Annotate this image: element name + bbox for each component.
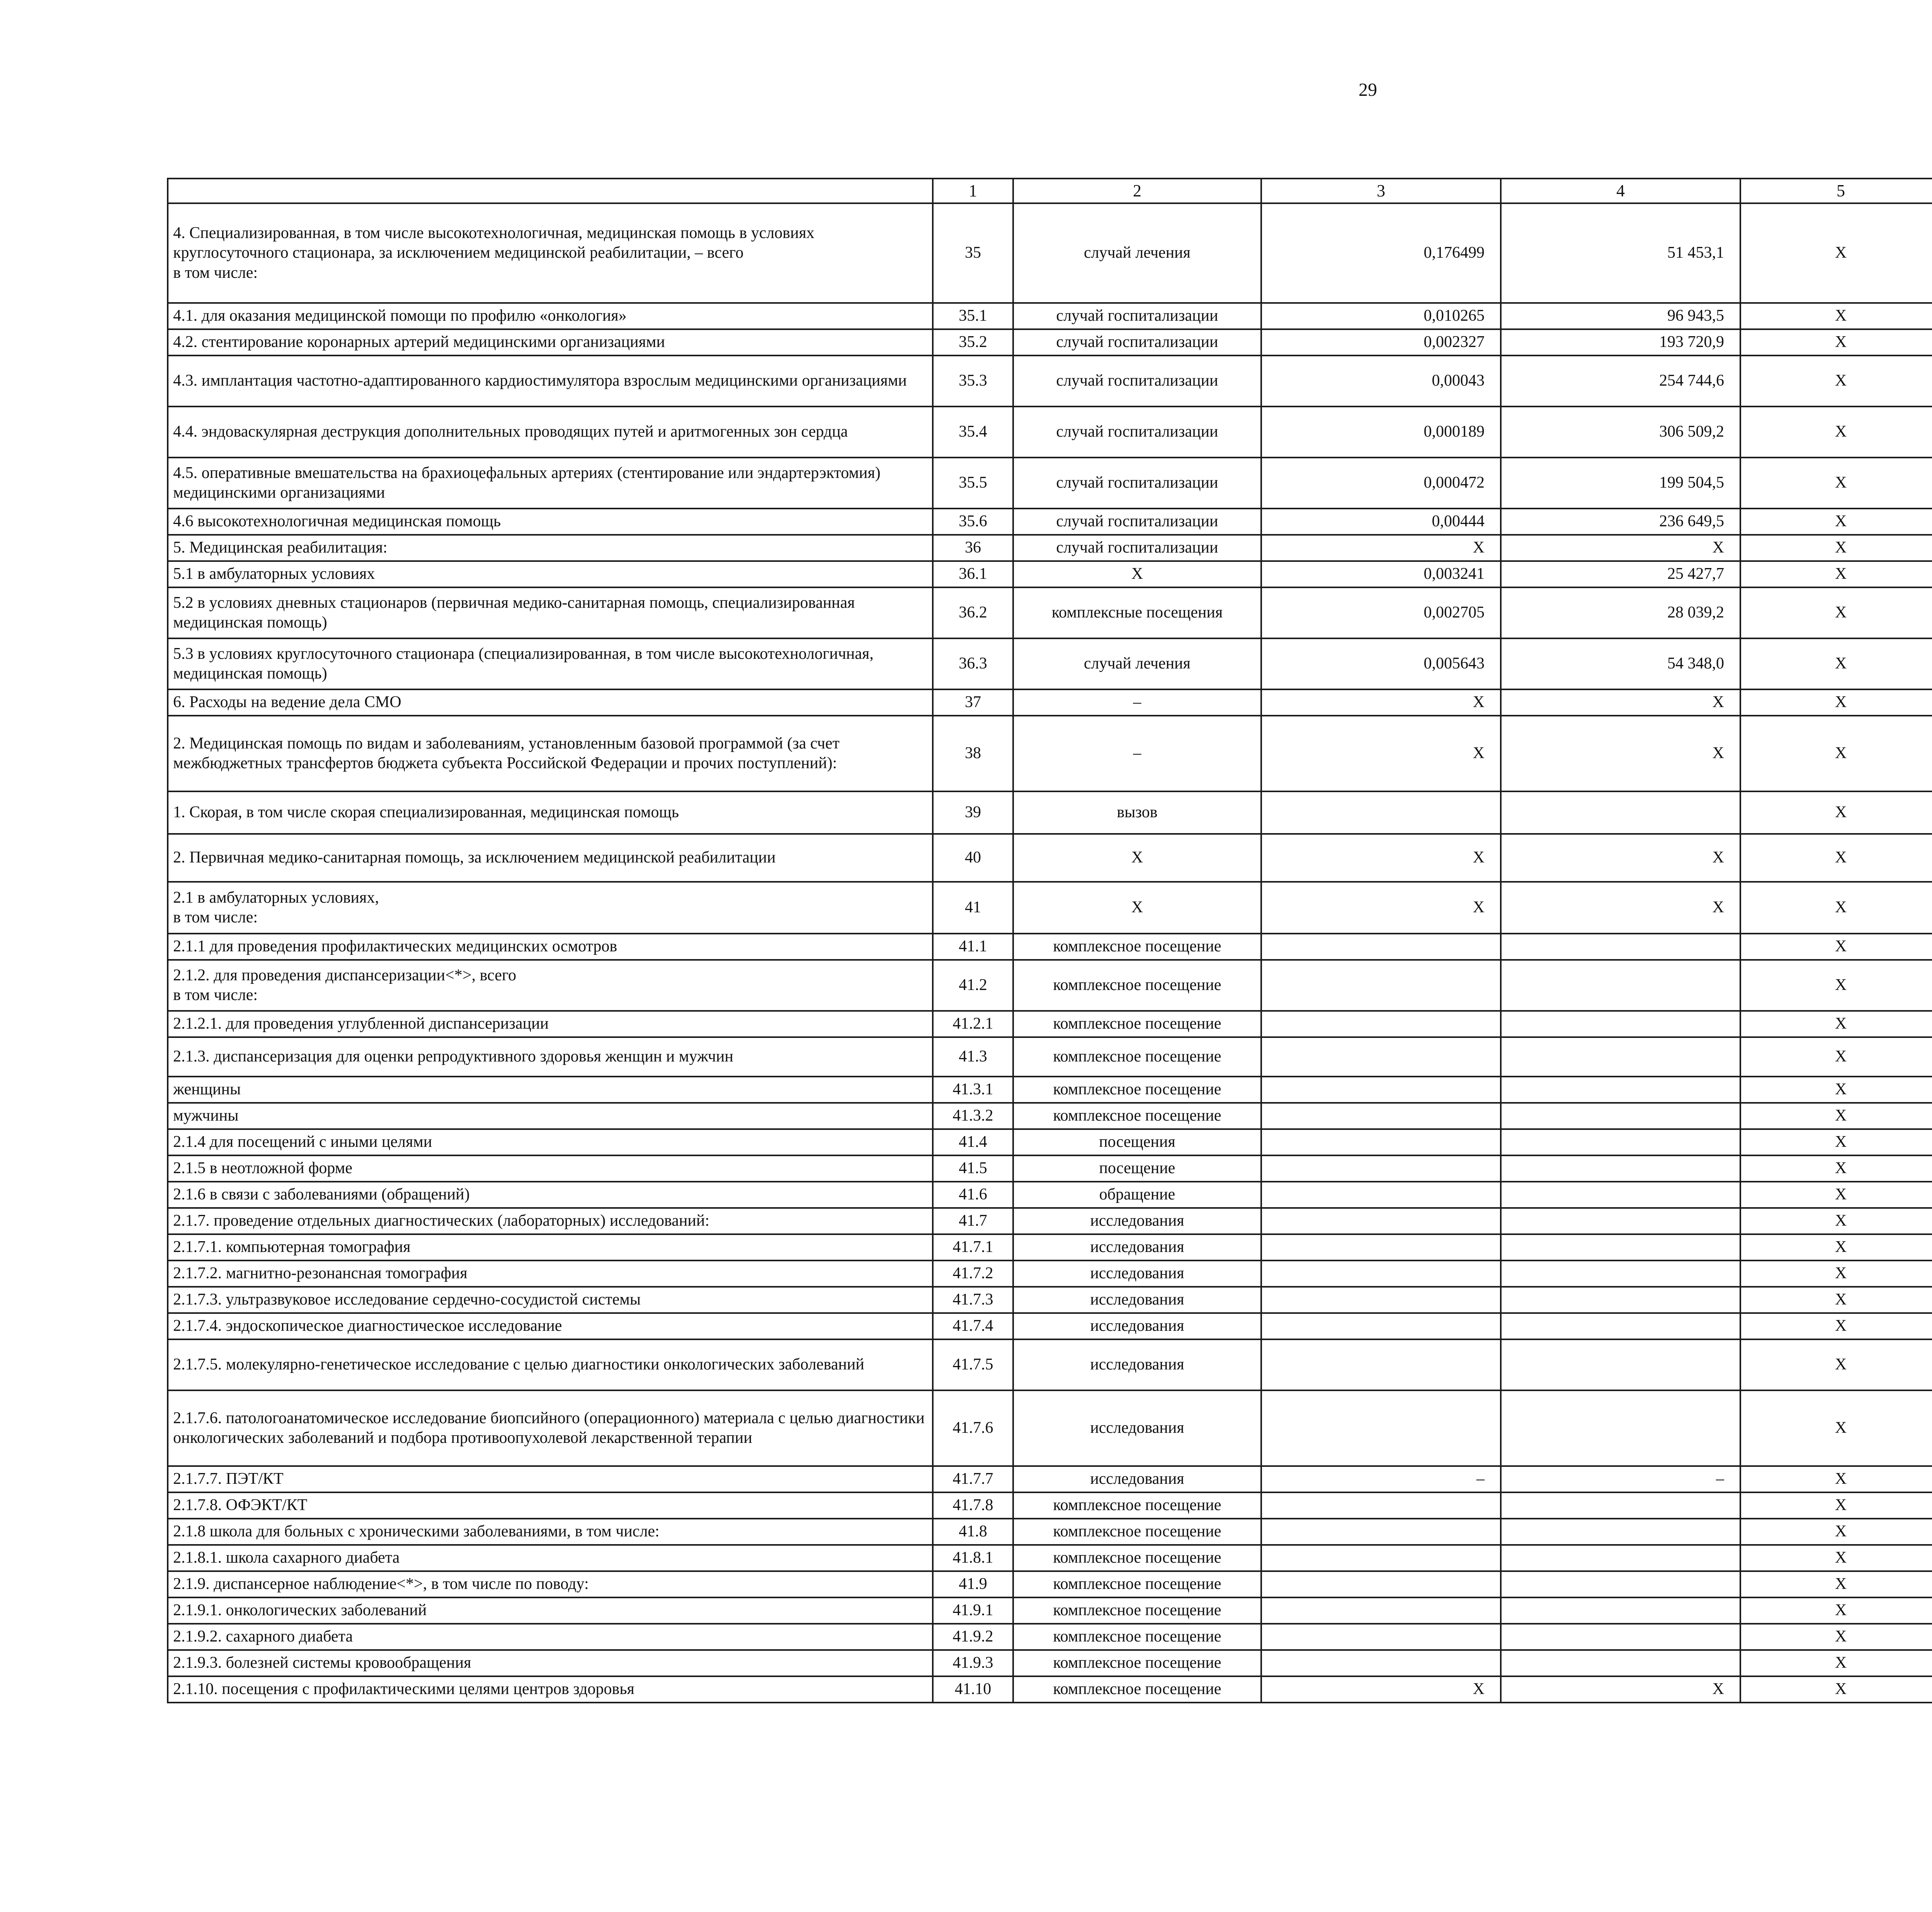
row-name-cell: 5.3 в условиях круглосуточного стационара (специализированная, в том числе высокотехнологичная, медицинская помощь) bbox=[168, 638, 933, 689]
table-row bbox=[168, 1624, 1932, 1650]
header-cell: 3 bbox=[1261, 179, 1501, 203]
table-row bbox=[168, 587, 1932, 638]
table-cell: 38 bbox=[933, 716, 1013, 791]
table-row bbox=[168, 1676, 1932, 1703]
table-cell: комплексное посещение bbox=[1013, 1545, 1261, 1571]
table-row bbox=[168, 960, 1932, 1011]
table-cell: 41.10 bbox=[933, 1676, 1013, 1703]
table-cell: 36 bbox=[933, 535, 1013, 561]
table-cell: 41 bbox=[933, 882, 1013, 934]
table-cell: обращение bbox=[1013, 1182, 1261, 1208]
table-cell bbox=[1501, 1339, 1740, 1390]
table-cell: комплексное посещение bbox=[1013, 960, 1261, 1011]
row-name-cell: 5. Медицинская реабилитация: bbox=[168, 535, 933, 561]
table-cell: 193 720,9 bbox=[1501, 329, 1740, 356]
table-cell bbox=[1501, 1077, 1740, 1103]
table-cell bbox=[1501, 1545, 1740, 1571]
row-name-cell: 2.1.7.2. магнитно-резонансная томография bbox=[168, 1260, 933, 1287]
data-table bbox=[167, 178, 1932, 1703]
table-cell: 254 744,6 bbox=[1501, 356, 1740, 407]
table-cell: 41.7.4 bbox=[933, 1313, 1013, 1339]
table-cell: – bbox=[1013, 716, 1261, 791]
table-cell: 35.2 bbox=[933, 329, 1013, 356]
table-cell: исследования bbox=[1013, 1234, 1261, 1260]
table-cell: 41.9.2 bbox=[933, 1624, 1013, 1650]
table-cell bbox=[1261, 1182, 1501, 1208]
table-row bbox=[168, 1313, 1932, 1339]
row-name-cell: 1. Скорая, в том числе скорая специализированная, медицинская помощь bbox=[168, 791, 933, 834]
table-cell bbox=[1501, 791, 1740, 834]
table-cell bbox=[1501, 1037, 1740, 1077]
table-row bbox=[168, 689, 1932, 716]
table-cell: Х bbox=[1740, 329, 1932, 356]
table-cell: 28 039,2 bbox=[1501, 587, 1740, 638]
table-cell: исследования bbox=[1013, 1339, 1261, 1390]
table-cell: комплексное посещение bbox=[1013, 1650, 1261, 1676]
table-cell: комплексное посещение bbox=[1013, 1676, 1261, 1703]
table-row bbox=[168, 1011, 1932, 1037]
table-cell: комплексное посещение bbox=[1013, 1597, 1261, 1624]
table-row bbox=[168, 1234, 1932, 1260]
table-cell: Х bbox=[1740, 1492, 1932, 1519]
table-cell bbox=[1261, 1492, 1501, 1519]
table-cell: 41.4 bbox=[933, 1129, 1013, 1155]
table-cell: Х bbox=[1261, 689, 1501, 716]
table-cell: Х bbox=[1740, 1650, 1932, 1676]
row-name-cell: 2.1.1 для проведения профилактических медицинских осмотров bbox=[168, 934, 933, 960]
table-cell: случай госпитализации bbox=[1013, 535, 1261, 561]
header-cell bbox=[168, 179, 933, 203]
table-cell bbox=[1261, 1390, 1501, 1466]
row-name-cell: 2. Медицинская помощь по видам и заболеваниям, установленным базовой программой (за счет межбюджетных трансфертов бюджета субъекта Российской Федерации и прочих поступлений): bbox=[168, 716, 933, 791]
table-cell bbox=[1261, 1597, 1501, 1624]
table-cell: 0,000472 bbox=[1261, 458, 1501, 509]
table-cell: 306 509,2 bbox=[1501, 407, 1740, 458]
table-row bbox=[168, 329, 1932, 356]
table-cell: 40 bbox=[933, 834, 1013, 882]
table-row bbox=[168, 1287, 1932, 1313]
table-row bbox=[168, 1103, 1932, 1129]
table-cell: Х bbox=[1740, 1011, 1932, 1037]
table-cell: Х bbox=[1740, 1208, 1932, 1234]
row-name-cell: женщины bbox=[168, 1077, 933, 1103]
table-cell bbox=[1501, 1234, 1740, 1260]
table-cell: Х bbox=[1740, 689, 1932, 716]
row-name-cell: мужчины bbox=[168, 1103, 933, 1129]
table-cell: Х bbox=[1740, 1597, 1932, 1624]
table-cell: 35.3 bbox=[933, 356, 1013, 407]
table-cell: комплексное посещение bbox=[1013, 1492, 1261, 1519]
table-cell: 35.5 bbox=[933, 458, 1013, 509]
table-cell: Х bbox=[1740, 407, 1932, 458]
row-name-cell: 4.2. стентирование коронарных артерий медицинскими организациями bbox=[168, 329, 933, 356]
row-name-cell: 2.1.8 школа для больных с хроническими заболеваниями, в том числе: bbox=[168, 1519, 933, 1545]
table-cell bbox=[1501, 1390, 1740, 1466]
row-name-cell: 2.1.7.1. компьютерная томография bbox=[168, 1234, 933, 1260]
table-cell: Х bbox=[1740, 1466, 1932, 1492]
table-cell: 0,003241 bbox=[1261, 561, 1501, 587]
table-cell bbox=[1501, 1650, 1740, 1676]
table-cell: 41.7.3 bbox=[933, 1287, 1013, 1313]
table-cell: исследования bbox=[1013, 1313, 1261, 1339]
table-cell: 35.1 bbox=[933, 303, 1013, 329]
table-cell: Х bbox=[1013, 834, 1261, 882]
table-cell: 0,002327 bbox=[1261, 329, 1501, 356]
table-cell bbox=[1261, 1650, 1501, 1676]
table-cell: Х bbox=[1740, 934, 1932, 960]
table-cell: Х bbox=[1740, 834, 1932, 882]
table-row bbox=[168, 716, 1932, 791]
table-cell bbox=[1261, 1624, 1501, 1650]
table-cell: Х bbox=[1740, 882, 1932, 934]
table-cell: Х bbox=[1501, 689, 1740, 716]
table-cell: Х bbox=[1740, 356, 1932, 407]
table-cell: Х bbox=[1740, 303, 1932, 329]
table-cell: 41.7.1 bbox=[933, 1234, 1013, 1260]
row-name-cell: 4.5. оперативные вмешательства на брахиоцефальных артериях (стентирование или эндартерэктомия) медицинскими организациями bbox=[168, 458, 933, 509]
table-row bbox=[168, 1077, 1932, 1103]
table-cell: Х bbox=[1740, 1624, 1932, 1650]
table-cell bbox=[1261, 1287, 1501, 1313]
row-name-cell: 2.1.9.3. болезней системы кровообращения bbox=[168, 1650, 933, 1676]
table-cell bbox=[1501, 1313, 1740, 1339]
table-cell: Х bbox=[1740, 1545, 1932, 1571]
table-cell: случай госпитализации bbox=[1013, 303, 1261, 329]
table-cell: 41.8 bbox=[933, 1519, 1013, 1545]
table-cell bbox=[1501, 1011, 1740, 1037]
table-cell: 36.2 bbox=[933, 587, 1013, 638]
table-cell: – bbox=[1261, 1466, 1501, 1492]
table-cell bbox=[1501, 1208, 1740, 1234]
header-cell: 4 bbox=[1501, 179, 1740, 203]
table-cell: Х bbox=[1740, 458, 1932, 509]
table-row bbox=[168, 1037, 1932, 1077]
table-cell: 51 453,1 bbox=[1501, 203, 1740, 303]
table-cell: 41.2.1 bbox=[933, 1011, 1013, 1037]
table-cell: Х bbox=[1740, 791, 1932, 834]
table-cell: комплексное посещение bbox=[1013, 1077, 1261, 1103]
table-cell bbox=[1261, 1260, 1501, 1287]
table-cell: исследования bbox=[1013, 1208, 1261, 1234]
table-cell: 0,010265 bbox=[1261, 303, 1501, 329]
row-name-cell: 2.1.7.5. молекулярно-генетическое исследование с целью диагностики онкологических заболеваний bbox=[168, 1339, 933, 1390]
table-cell: Х bbox=[1740, 1519, 1932, 1545]
table-row bbox=[168, 407, 1932, 458]
table-cell: – bbox=[1501, 1466, 1740, 1492]
table-cell: 41.3.2 bbox=[933, 1103, 1013, 1129]
table-cell: 199 504,5 bbox=[1501, 458, 1740, 509]
row-name-cell: 2.1.5 в неотложной форме bbox=[168, 1155, 933, 1182]
table-cell: Х bbox=[1261, 882, 1501, 934]
table-cell: Х bbox=[1740, 1234, 1932, 1260]
table-cell: Х bbox=[1501, 882, 1740, 934]
table-cell: посещение bbox=[1013, 1155, 1261, 1182]
table-cell: 41.7.6 bbox=[933, 1390, 1013, 1466]
table-cell bbox=[1501, 1571, 1740, 1597]
table-cell bbox=[1261, 791, 1501, 834]
table-cell: Х bbox=[1261, 535, 1501, 561]
table-cell bbox=[1261, 960, 1501, 1011]
table-cell: Х bbox=[1740, 1037, 1932, 1077]
table-cell bbox=[1501, 1287, 1740, 1313]
table-cell: 36.3 bbox=[933, 638, 1013, 689]
table-cell: Х bbox=[1013, 882, 1261, 934]
table-cell: Х bbox=[1261, 1676, 1501, 1703]
table-cell bbox=[1261, 1011, 1501, 1037]
table-cell: комплексное посещение bbox=[1013, 1571, 1261, 1597]
row-name-cell: 2.1.10. посещения с профилактическими целями центров здоровья bbox=[168, 1676, 933, 1703]
table-cell: Х bbox=[1740, 1339, 1932, 1390]
table-cell: 41.9.3 bbox=[933, 1650, 1013, 1676]
table-cell: случай госпитализации bbox=[1013, 509, 1261, 535]
table-cell: Х bbox=[1501, 1676, 1740, 1703]
table-cell: Х bbox=[1740, 1260, 1932, 1287]
table-cell bbox=[1261, 1129, 1501, 1155]
table-cell: 54 348,0 bbox=[1501, 638, 1740, 689]
table-cell bbox=[1261, 1234, 1501, 1260]
table-cell: исследования bbox=[1013, 1287, 1261, 1313]
table-cell: исследования bbox=[1013, 1390, 1261, 1466]
table-cell: 37 bbox=[933, 689, 1013, 716]
table-cell: Х bbox=[1740, 203, 1932, 303]
table-row bbox=[168, 638, 1932, 689]
table-cell: Х bbox=[1501, 535, 1740, 561]
table-cell bbox=[1261, 1077, 1501, 1103]
row-name-cell: 2. Первичная медико-санитарная помощь, за исключением медицинской реабилитации bbox=[168, 834, 933, 882]
table-row bbox=[168, 1155, 1932, 1182]
table-row bbox=[168, 1339, 1932, 1390]
table-cell bbox=[1501, 1155, 1740, 1182]
table-cell: случай госпитализации bbox=[1013, 356, 1261, 407]
table-cell bbox=[1261, 1208, 1501, 1234]
header-cell: 5 bbox=[1740, 179, 1932, 203]
table-cell: 41.7.5 bbox=[933, 1339, 1013, 1390]
row-name-cell: 2.1.3. диспансеризация для оценки репродуктивного здоровья женщин и мужчин bbox=[168, 1037, 933, 1077]
row-name-cell: 2.1.2.1. для проведения углубленной диспансеризации bbox=[168, 1011, 933, 1037]
row-name-cell: 2.1.4 для посещений с иными целями bbox=[168, 1129, 933, 1155]
table-cell: 0,005643 bbox=[1261, 638, 1501, 689]
table-cell: 25 427,7 bbox=[1501, 561, 1740, 587]
table-row bbox=[168, 1182, 1932, 1208]
row-name-cell: 2.1.2. для проведения диспансеризации<*>, всего в том числе: bbox=[168, 960, 933, 1011]
table-cell: 0,00444 bbox=[1261, 509, 1501, 535]
row-name-cell: 2.1.7.4. эндоскопическое диагностическое исследование bbox=[168, 1313, 933, 1339]
table-cell: комплексное посещение bbox=[1013, 1011, 1261, 1037]
table-cell bbox=[1501, 1103, 1740, 1129]
table-cell: Х bbox=[1740, 1390, 1932, 1466]
row-name-cell: 2.1.7.8. ОФЭКТ/КТ bbox=[168, 1492, 933, 1519]
table-cell: случай госпитализации bbox=[1013, 329, 1261, 356]
row-name-cell: 2.1.8.1. школа сахарного диабета bbox=[168, 1545, 933, 1571]
table-cell: Х bbox=[1740, 1571, 1932, 1597]
table-cell: комплексное посещение bbox=[1013, 934, 1261, 960]
table-cell bbox=[1501, 960, 1740, 1011]
table-cell bbox=[1501, 1129, 1740, 1155]
table-row bbox=[168, 882, 1932, 934]
table-cell: 236 649,5 bbox=[1501, 509, 1740, 535]
table-cell: 0,00043 bbox=[1261, 356, 1501, 407]
table-row bbox=[168, 303, 1932, 329]
table-row bbox=[168, 1597, 1932, 1624]
table-cell: исследования bbox=[1013, 1466, 1261, 1492]
row-name-cell: 2.1 в амбулаторных условиях, в том числе: bbox=[168, 882, 933, 934]
table-cell: Х bbox=[1740, 587, 1932, 638]
row-name-cell: 5.1 в амбулаторных условиях bbox=[168, 561, 933, 587]
table-cell: 41.7 bbox=[933, 1208, 1013, 1234]
table-row bbox=[168, 1390, 1932, 1466]
table-row bbox=[168, 561, 1932, 587]
row-name-cell: 2.1.6 в связи с заболеваниями (обращений) bbox=[168, 1182, 933, 1208]
row-name-cell: 4.4. эндоваскулярная деструкция дополнительных проводящих путей и аритмогенных зон сердца bbox=[168, 407, 933, 458]
table-cell: комплексное посещение bbox=[1013, 1624, 1261, 1650]
table-cell: 41.7.8 bbox=[933, 1492, 1013, 1519]
row-name-cell: 2.1.7.3. ультразвуковое исследование сердечно-сосудистой системы bbox=[168, 1287, 933, 1313]
table-cell: Х bbox=[1740, 1313, 1932, 1339]
table-cell bbox=[1501, 1182, 1740, 1208]
table-cell: 0,000189 bbox=[1261, 407, 1501, 458]
table-cell: Х bbox=[1501, 834, 1740, 882]
table-cell: Х bbox=[1740, 1182, 1932, 1208]
table-cell: посещения bbox=[1013, 1129, 1261, 1155]
table-row bbox=[168, 1571, 1932, 1597]
table-cell: Х bbox=[1740, 638, 1932, 689]
table-cell: 41.9 bbox=[933, 1571, 1013, 1597]
table-row bbox=[168, 1208, 1932, 1234]
table-cell: вызов bbox=[1013, 791, 1261, 834]
table-cell bbox=[1261, 1571, 1501, 1597]
table-row bbox=[168, 791, 1932, 834]
table-cell: 36.1 bbox=[933, 561, 1013, 587]
table-cell: Х bbox=[1740, 960, 1932, 1011]
row-name-cell: 4.3. имплантация частотно-адаптированного кардиостимулятора взрослым медицинскими организациями bbox=[168, 356, 933, 407]
row-name-cell: 2.1.7. проведение отдельных диагностических (лабораторных) исследований: bbox=[168, 1208, 933, 1234]
table-cell: комплексное посещение bbox=[1013, 1037, 1261, 1077]
table-cell bbox=[1261, 1339, 1501, 1390]
table-cell bbox=[1261, 1545, 1501, 1571]
table-cell: Х bbox=[1740, 1676, 1932, 1703]
table-cell: Х bbox=[1740, 1077, 1932, 1103]
row-name-cell: 2.1.9.1. онкологических заболеваний bbox=[168, 1597, 933, 1624]
table-cell: Х bbox=[1740, 1287, 1932, 1313]
row-name-cell: 6. Расходы на ведение дела СМО bbox=[168, 689, 933, 716]
table-cell: 41.8.1 bbox=[933, 1545, 1013, 1571]
table-cell: 41.2 bbox=[933, 960, 1013, 1011]
row-name-cell: 4. Специализированная, в том числе высокотехнологичная, медицинская помощь в условиях круглосуточного стационара, за исключением медицинской реабилитации, – всего в том числе: bbox=[168, 203, 933, 303]
table-row bbox=[168, 1129, 1932, 1155]
header-cell: 1 bbox=[933, 179, 1013, 203]
header-cell: 2 bbox=[1013, 179, 1261, 203]
table-row bbox=[168, 1545, 1932, 1571]
table-row bbox=[168, 834, 1932, 882]
row-name-cell: 2.1.9. диспансерное наблюдение<*>, в том числе по поводу: bbox=[168, 1571, 933, 1597]
table-cell: 0,002705 bbox=[1261, 587, 1501, 638]
table-cell: 41.7.7 bbox=[933, 1466, 1013, 1492]
table-cell: Х bbox=[1740, 1103, 1932, 1129]
table-cell bbox=[1501, 1492, 1740, 1519]
row-name-cell: 4.6 высокотехнологичная медицинская помощь bbox=[168, 509, 933, 535]
row-name-cell: 2.1.7.7. ПЭТ/КТ bbox=[168, 1466, 933, 1492]
table-cell bbox=[1501, 1624, 1740, 1650]
table-cell bbox=[1261, 934, 1501, 960]
table-row bbox=[168, 535, 1932, 561]
table-cell: 35.6 bbox=[933, 509, 1013, 535]
table-cell: 41.3 bbox=[933, 1037, 1013, 1077]
table-cell: Х bbox=[1740, 1129, 1932, 1155]
table-cell bbox=[1501, 1597, 1740, 1624]
table-cell bbox=[1261, 1037, 1501, 1077]
table-row bbox=[168, 934, 1932, 960]
table-cell: Х bbox=[1740, 535, 1932, 561]
table-cell: случай лечения bbox=[1013, 638, 1261, 689]
table-row bbox=[168, 509, 1932, 535]
page-number: 29 bbox=[1359, 80, 1377, 100]
table-row bbox=[168, 1492, 1932, 1519]
table-cell bbox=[1501, 1260, 1740, 1287]
table-row bbox=[168, 1519, 1932, 1545]
table-cell: 41.1 bbox=[933, 934, 1013, 960]
table-cell: 41.9.1 bbox=[933, 1597, 1013, 1624]
table-cell: Х bbox=[1261, 834, 1501, 882]
table-cell bbox=[1501, 934, 1740, 960]
table-cell: 35 bbox=[933, 203, 1013, 303]
table-cell bbox=[1261, 1155, 1501, 1182]
table-row bbox=[168, 458, 1932, 509]
row-name-cell: 5.2 в условиях дневных стационаров (первичная медико-санитарная помощь, специализированная медицинская помощь) bbox=[168, 587, 933, 638]
table-cell: 39 bbox=[933, 791, 1013, 834]
table-row bbox=[168, 356, 1932, 407]
table-cell: исследования bbox=[1013, 1260, 1261, 1287]
table-cell: Х bbox=[1501, 716, 1740, 791]
table-cell: 41.5 bbox=[933, 1155, 1013, 1182]
table-cell: случай лечения bbox=[1013, 203, 1261, 303]
row-name-cell: 2.1.7.6. патологоанатомическое исследование биопсийного (операционного) материала с целью диагностики онкологических заболеваний и подбора противоопухолевой лекарственной терапии bbox=[168, 1390, 933, 1466]
table-cell: 96 943,5 bbox=[1501, 303, 1740, 329]
table-cell: 41.3.1 bbox=[933, 1077, 1013, 1103]
table-cell: 35.4 bbox=[933, 407, 1013, 458]
table-cell: комплексное посещение bbox=[1013, 1103, 1261, 1129]
table-cell: 0,176499 bbox=[1261, 203, 1501, 303]
table-cell: Х bbox=[1740, 509, 1932, 535]
table-cell bbox=[1261, 1103, 1501, 1129]
table-cell: Х bbox=[1013, 561, 1261, 587]
table-row bbox=[168, 1650, 1932, 1676]
table-cell: случай госпитализации bbox=[1013, 458, 1261, 509]
table-cell: Х bbox=[1740, 561, 1932, 587]
row-name-cell: 2.1.9.2. сахарного диабета bbox=[168, 1624, 933, 1650]
table-cell: случай госпитализации bbox=[1013, 407, 1261, 458]
table-cell bbox=[1261, 1519, 1501, 1545]
table-row bbox=[168, 203, 1932, 303]
table-cell: – bbox=[1013, 689, 1261, 716]
table-cell: 41.7.2 bbox=[933, 1260, 1013, 1287]
table-cell: комплексные посещения bbox=[1013, 587, 1261, 638]
table-row bbox=[168, 1466, 1932, 1492]
table-cell: Х bbox=[1261, 716, 1501, 791]
table-cell: Х bbox=[1740, 716, 1932, 791]
table-row bbox=[168, 1260, 1932, 1287]
row-name-cell: 4.1. для оказания медицинской помощи по профилю «онкология» bbox=[168, 303, 933, 329]
table-cell: комплексное посещение bbox=[1013, 1519, 1261, 1545]
table-cell bbox=[1501, 1519, 1740, 1545]
table-cell: Х bbox=[1740, 1155, 1932, 1182]
table-cell bbox=[1261, 1313, 1501, 1339]
table-cell: 41.6 bbox=[933, 1182, 1013, 1208]
table-header-row bbox=[168, 179, 1932, 203]
